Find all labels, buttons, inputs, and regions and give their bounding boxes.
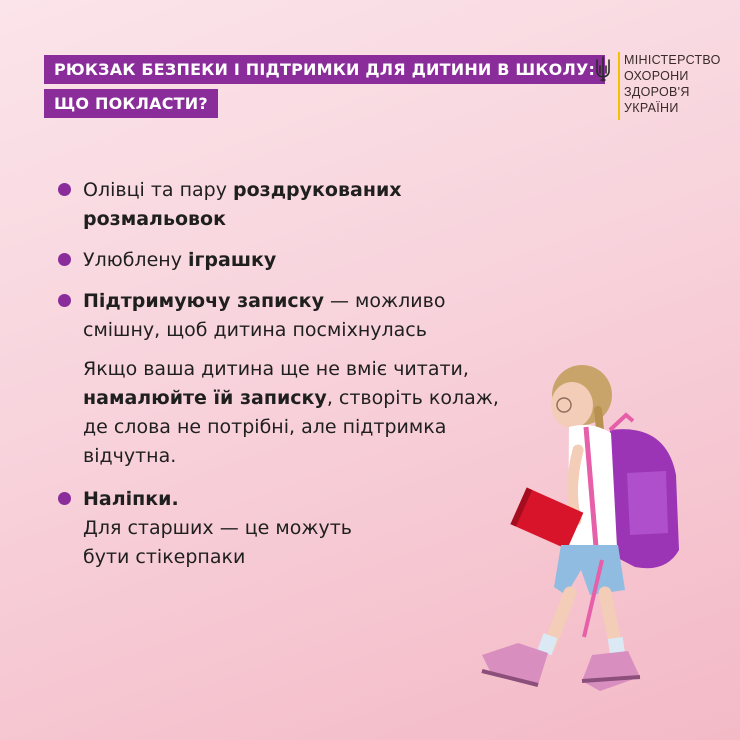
bullet-icon xyxy=(58,294,71,307)
trident-icon xyxy=(594,56,612,82)
ministry-name-line: ЗДОРОВ'Я xyxy=(624,85,690,99)
list-item xyxy=(58,287,518,345)
ministry-name-line: МІНІСТЕРСТВО xyxy=(624,53,721,67)
bullet-icon xyxy=(58,492,71,505)
item-bold: іграшку xyxy=(187,249,277,271)
note-paragraph xyxy=(58,355,518,471)
item-text: Для старших — це можуть бути стікерпаки xyxy=(83,517,352,568)
title-line-2: ЩО ПОКЛАСТИ? xyxy=(44,89,218,118)
item-bold: роздрукованих розмальовок xyxy=(83,179,402,230)
backpack-list xyxy=(58,176,518,572)
ministry-name xyxy=(624,52,721,116)
item-text: Улюблену xyxy=(83,249,188,271)
ministry-name-line: ОХОРОНИ xyxy=(624,69,689,83)
girl-with-backpack-illustration xyxy=(470,355,710,725)
item-bold: Наліпки. xyxy=(83,488,179,510)
item-text: Олівці та пару xyxy=(83,179,233,201)
ministry-logo xyxy=(594,52,721,122)
list-item xyxy=(58,246,518,275)
ministry-name-line: УКРАЇНИ xyxy=(624,101,679,115)
note-text: Якщо ваша дитина ще не вміє читати, xyxy=(83,358,469,380)
list-item xyxy=(58,176,518,234)
item-bold: Підтримуючу записку xyxy=(83,290,324,312)
title-line-1: РЮКЗАК БЕЗПЕКИ І ПІДТРИМКИ ДЛЯ ДИТИНИ В ШКОЛУ: xyxy=(44,55,605,84)
note-bold: намалюйте їй записку xyxy=(83,387,327,409)
logo-divider xyxy=(618,52,620,120)
bullet-icon xyxy=(58,253,71,266)
item-text: — можливо смішну, щоб дитина посміхнулась xyxy=(83,290,446,341)
note-text: , створіть колаж, де слова не потрібні, але підтримка відчутна. xyxy=(83,387,499,467)
list-item xyxy=(58,485,518,572)
bullet-icon xyxy=(58,183,71,196)
